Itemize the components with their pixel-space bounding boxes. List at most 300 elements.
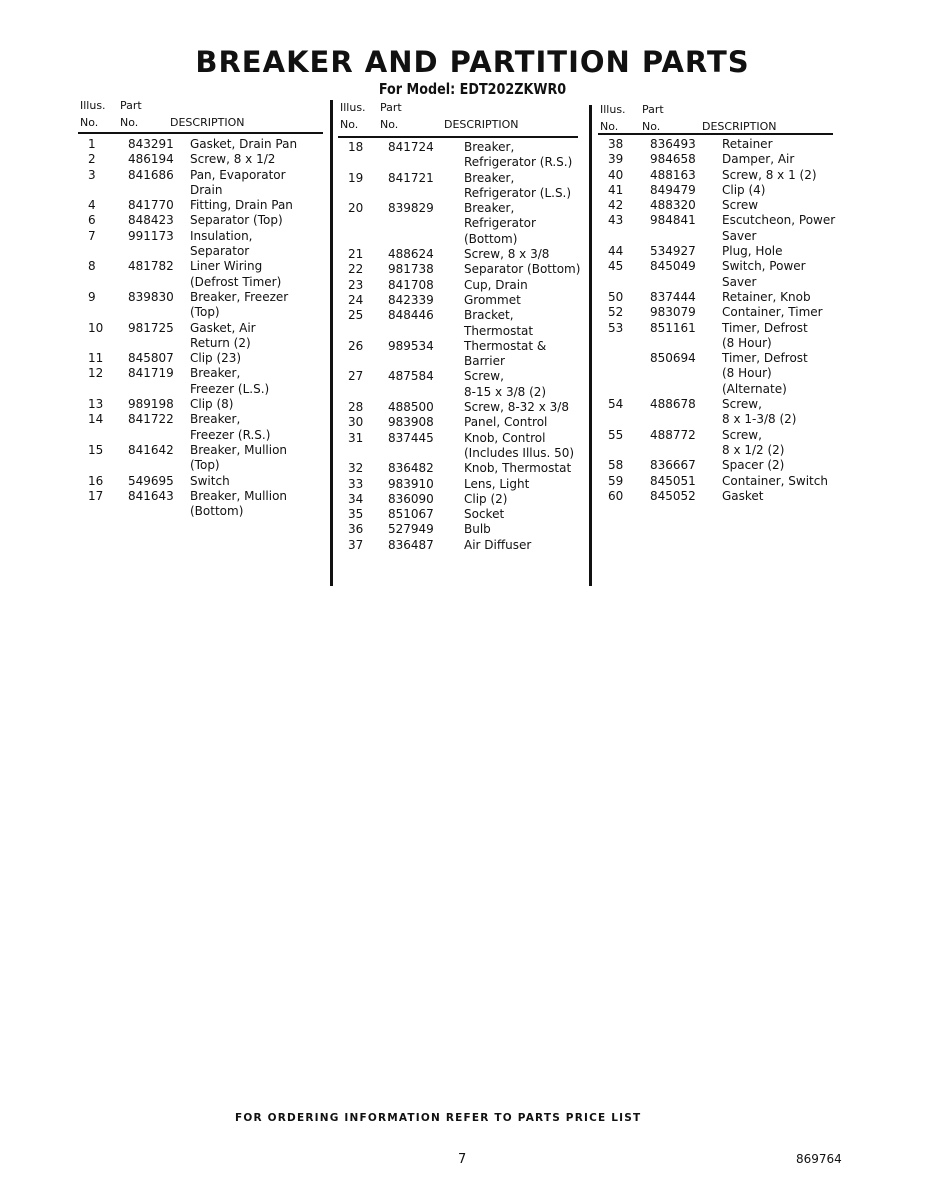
table-row: [600, 305, 835, 320]
part-number: 549695: [128, 473, 174, 488]
table-row: [340, 339, 580, 370]
header-illus-no: No.: [340, 118, 359, 131]
header-illus: Illus.: [80, 99, 106, 112]
illus-number: 41: [608, 182, 624, 197]
header-part-no: No.: [380, 118, 399, 131]
table-row: [600, 244, 835, 259]
description-line: Switch, Power: [722, 259, 806, 274]
part-number: 983908: [388, 415, 434, 430]
description: [722, 213, 835, 244]
part-number: 839829: [388, 201, 434, 216]
document-number: 869764: [796, 1152, 842, 1166]
illus-number: 35: [348, 507, 364, 522]
description-line: Timer, Defrost: [722, 320, 808, 335]
description-line: Screw, 8 x 3/8: [464, 247, 550, 262]
illus-number: 60: [608, 488, 624, 503]
description-line: Retainer: [722, 137, 773, 151]
table-row: [340, 140, 580, 171]
table-row: [600, 168, 835, 183]
illus-number: 31: [348, 430, 364, 445]
description-line: Thermostat: [464, 323, 534, 338]
description: [190, 213, 283, 228]
part-number: 984658: [650, 152, 696, 167]
table-row: [600, 259, 835, 290]
illus-number: 6: [88, 213, 96, 228]
description: [190, 198, 293, 213]
part-number: 843291: [128, 137, 174, 151]
illus-number: 40: [608, 167, 624, 182]
header-description: DESCRIPTION: [170, 116, 245, 129]
description-line: Gasket, Air: [190, 320, 256, 335]
description-line: Screw, 8 x 1 (2): [722, 167, 817, 182]
header-illus: Illus.: [340, 101, 366, 114]
description-line: Escutcheon, Power: [722, 213, 836, 228]
description-line: Breaker,: [464, 140, 515, 154]
table-row: [340, 293, 580, 308]
description: [464, 308, 533, 339]
table-row: [80, 489, 297, 520]
description: [190, 137, 297, 152]
part-number: 989534: [388, 338, 434, 353]
illus-number: 50: [608, 289, 624, 304]
description-line: (Top): [190, 305, 220, 320]
description: [722, 168, 817, 183]
page-number: 7: [458, 1152, 467, 1167]
table-row: [600, 474, 835, 489]
table-row: [80, 137, 297, 152]
part-number: 849479: [650, 182, 696, 197]
table-row: [80, 229, 297, 260]
description: [722, 489, 764, 504]
description: [464, 522, 491, 537]
description-line: Fitting, Drain Pan: [190, 198, 293, 213]
table-row: [340, 477, 580, 492]
table-row: [80, 412, 297, 443]
table-row: [340, 538, 580, 553]
description-line: Separator (Top): [190, 213, 283, 228]
description-line: Lens, Light: [464, 476, 530, 491]
illus-number: 18: [348, 140, 364, 154]
header-illus-no: No.: [600, 120, 619, 133]
part-number: 837444: [650, 289, 696, 304]
part-number: 481782: [128, 259, 174, 274]
illus-number: [600, 351, 650, 397]
table-row: [600, 428, 835, 459]
description-line: Clip (8): [190, 397, 234, 412]
table-row: [80, 397, 297, 412]
part-number: 845049: [650, 259, 696, 274]
description-line: Timer, Defrost: [722, 351, 808, 366]
part-number: 488678: [650, 397, 696, 412]
part-number: 848423: [128, 213, 174, 228]
description: [722, 474, 828, 489]
description: [190, 152, 275, 167]
table-row: [340, 369, 580, 400]
page-title: BREAKER AND PARTITION PARTS: [195, 45, 750, 79]
description-line: Liner Wiring: [190, 259, 263, 274]
illus-number: 42: [608, 198, 624, 213]
description-line: Freezer (R.S.): [190, 427, 271, 442]
description: [464, 171, 571, 202]
description-line: Screw, 8-32 x 3/8: [464, 400, 569, 415]
description-line: Drain: [190, 182, 223, 197]
illus-number: 37: [348, 537, 364, 552]
description-line: Breaker,: [190, 366, 241, 381]
description: [722, 137, 773, 152]
part-number: 984841: [650, 213, 696, 228]
illus-number: 25: [348, 308, 364, 323]
illus-number: 52: [608, 305, 624, 320]
description-line: Gasket, Drain Pan: [190, 137, 298, 151]
description-line: Panel, Control: [464, 415, 548, 430]
illus-number: 26: [348, 338, 364, 353]
part-number: 486194: [128, 152, 174, 167]
illus-number: 19: [348, 170, 364, 185]
part-number: 836090: [388, 491, 434, 506]
table-row: [600, 213, 835, 244]
description-line: Knob, Control: [464, 430, 546, 445]
parts-table: [80, 137, 297, 519]
part-number: 851067: [388, 507, 434, 522]
table-row: [340, 431, 580, 462]
part-number: 981738: [388, 262, 434, 277]
part-number: 851161: [650, 320, 696, 335]
table-row: [80, 152, 297, 167]
description: [464, 461, 571, 476]
table-row: [80, 366, 297, 397]
description-line: Freezer (L.S.): [190, 381, 270, 396]
description-line: (Bottom): [190, 504, 244, 519]
part-number: 850694: [650, 351, 696, 366]
illus-number: 32: [348, 461, 364, 476]
table-row: [340, 492, 580, 507]
illus-number: 24: [348, 292, 364, 307]
part-number: 836667: [650, 458, 696, 473]
description: [190, 489, 287, 520]
part-number: 842339: [388, 292, 434, 307]
description: [190, 366, 269, 397]
table-row: [340, 507, 580, 522]
description-line: Bulb: [464, 522, 491, 537]
description-line: Container, Timer: [722, 305, 823, 320]
column-divider: [589, 105, 592, 586]
description-line: Socket: [464, 507, 505, 522]
table-row: [600, 290, 835, 305]
part-number: 534927: [650, 244, 696, 259]
description-line: Clip (4): [722, 182, 766, 197]
description: [722, 183, 765, 198]
illus-number: 20: [348, 201, 364, 216]
header-part: Part: [642, 103, 664, 116]
illus-number: 39: [608, 152, 624, 167]
description-line: Breaker, Mullion: [190, 488, 288, 503]
description: [190, 397, 233, 412]
description: [190, 168, 286, 199]
part-number: 841722: [128, 412, 174, 427]
illus-number: 21: [348, 247, 364, 262]
illus-number: 10: [88, 320, 104, 335]
description: [190, 259, 281, 290]
description: [190, 351, 241, 366]
description: [722, 305, 823, 320]
description-line: Retainer, Knob: [722, 289, 811, 304]
header-part-no: No.: [642, 120, 661, 133]
table-row: [600, 351, 835, 397]
description-line: Saver: [722, 228, 757, 243]
parts-table: [600, 137, 835, 504]
part-number: 836482: [388, 461, 434, 476]
description-line: 8 x 1-3/8 (2): [722, 412, 797, 427]
description: [464, 400, 569, 415]
table-row: [600, 489, 835, 504]
table-row: [340, 278, 580, 293]
part-number: 841642: [128, 442, 174, 457]
description: [464, 492, 507, 507]
illus-number: 4: [88, 198, 96, 213]
description: [190, 321, 256, 352]
table-row: [600, 198, 835, 213]
table-row: [340, 247, 580, 262]
illus-number: 23: [348, 277, 364, 292]
part-number: 841686: [128, 167, 174, 182]
header-description: DESCRIPTION: [444, 118, 519, 131]
illus-number: 58: [608, 458, 624, 473]
description: [190, 474, 230, 489]
description: [464, 538, 531, 553]
column-divider: [330, 100, 333, 586]
part-number: 839830: [128, 289, 174, 304]
description-line: Clip (2): [464, 491, 508, 506]
description-line: Refrigerator (R.S.): [464, 155, 573, 170]
description-line: (8 Hour): [722, 366, 772, 381]
description: [722, 351, 808, 397]
description-line: Separator (Bottom): [464, 262, 581, 277]
illus-number: 36: [348, 522, 364, 537]
description: [722, 290, 811, 305]
description-line: (Defrost Timer): [190, 274, 282, 289]
illus-number: 15: [88, 442, 104, 457]
description-line: Separator: [190, 244, 250, 259]
model-subtitle: For Model: EDT202ZKWR0: [378, 80, 567, 98]
description-line: Container, Switch: [722, 473, 828, 488]
illus-number: 7: [88, 228, 96, 243]
description: [464, 369, 546, 400]
description: [464, 140, 572, 171]
illus-number: 2: [88, 152, 96, 167]
description: [722, 198, 758, 213]
part-number: 837445: [388, 430, 434, 445]
illus-number: 8: [88, 259, 96, 274]
description: [722, 259, 806, 290]
illus-number: 13: [88, 397, 104, 412]
illus-number: 22: [348, 262, 364, 277]
description-line: Breaker,: [190, 412, 241, 427]
description-line: Screw, 8 x 1/2: [190, 152, 276, 167]
part-number: 488624: [388, 247, 434, 262]
description-line: (Alternate): [722, 381, 787, 396]
illus-number: 30: [348, 415, 364, 430]
table-row: [340, 262, 580, 277]
description: [464, 201, 536, 247]
description-line: Switch: [190, 473, 230, 488]
illus-number: 14: [88, 412, 104, 427]
illus-number: 1: [88, 137, 96, 151]
part-number: 841708: [388, 277, 434, 292]
part-number: 845807: [128, 351, 174, 366]
description: [190, 412, 270, 443]
illus-number: 54: [608, 397, 624, 412]
part-number: 989198: [128, 397, 174, 412]
table-row: [600, 397, 835, 428]
description-line: Spacer (2): [722, 458, 785, 473]
illus-number: 59: [608, 473, 624, 488]
description: [190, 290, 288, 321]
description-line: 8-15 x 3/8 (2): [464, 384, 547, 399]
illus-number: 9: [88, 289, 96, 304]
header-description: DESCRIPTION: [702, 120, 777, 133]
description: [464, 278, 528, 293]
description: [464, 339, 546, 370]
description: [464, 507, 504, 522]
description-line: Return (2): [190, 335, 251, 350]
part-number: 841770: [128, 198, 174, 213]
description-line: Thermostat &: [464, 338, 547, 353]
description-line: Refrigerator: [464, 216, 536, 231]
part-number: 841724: [388, 140, 434, 154]
description-line: Clip (23): [190, 351, 242, 366]
description-line: Saver: [722, 274, 757, 289]
header-rule: [598, 133, 833, 135]
description: [464, 293, 521, 308]
part-number: 983079: [650, 305, 696, 320]
description-line: Knob, Thermostat: [464, 461, 572, 476]
table-row: [340, 171, 580, 202]
part-number: 841719: [128, 366, 174, 381]
table-row: [340, 201, 580, 247]
illus-number: 43: [608, 213, 624, 228]
description-line: Screw: [722, 198, 759, 213]
description: [464, 431, 574, 462]
table-row: [80, 321, 297, 352]
description-line: Breaker,: [464, 201, 515, 216]
part-number: 488500: [388, 400, 434, 415]
illus-number: 3: [88, 167, 96, 182]
description: [190, 229, 253, 260]
table-row: [80, 474, 297, 489]
part-number: 841643: [128, 488, 174, 503]
description-line: Air Diffuser: [464, 537, 532, 552]
header-illus-no: No.: [80, 116, 99, 129]
part-number: 845052: [650, 488, 696, 503]
description: [464, 415, 547, 430]
table-row: [80, 213, 297, 228]
description: [722, 152, 794, 167]
table-row: [80, 168, 297, 199]
description: [722, 321, 808, 352]
description-line: 8 x 1/2 (2): [722, 442, 785, 457]
description-line: Breaker, Mullion: [190, 442, 288, 457]
description: [722, 458, 784, 473]
part-number: 488320: [650, 198, 696, 213]
table-row: [80, 259, 297, 290]
illus-number: 44: [608, 244, 624, 259]
header-rule: [338, 136, 578, 138]
description-line: Cup, Drain: [464, 277, 528, 292]
table-row: [600, 183, 835, 198]
table-row: [600, 458, 835, 473]
part-number: 836493: [650, 137, 696, 151]
header-part-no: No.: [120, 116, 139, 129]
description-line: Barrier: [464, 354, 505, 369]
description-line: Breaker,: [464, 170, 515, 185]
part-number: 488163: [650, 167, 696, 182]
description-line: Screw,: [722, 397, 762, 412]
part-number: 983910: [388, 476, 434, 491]
illus-number: 34: [348, 491, 364, 506]
illus-number: 55: [608, 427, 624, 442]
illus-number: 53: [608, 320, 624, 335]
description-line: Grommet: [464, 292, 521, 307]
table-row: [340, 308, 580, 339]
illus-number: 12: [88, 366, 104, 381]
table-row: [600, 152, 835, 167]
table-row: [600, 321, 835, 352]
illus-number: 45: [608, 259, 624, 274]
part-number: 841721: [388, 170, 434, 185]
header-part: Part: [120, 99, 142, 112]
table-row: [340, 461, 580, 476]
description-line: (Bottom): [464, 231, 518, 246]
description-line: (8 Hour): [722, 335, 772, 350]
description: [722, 244, 783, 259]
header-illus: Illus.: [600, 103, 626, 116]
description: [464, 247, 549, 262]
description-line: Screw,: [722, 427, 762, 442]
part-number: 487584: [388, 369, 434, 384]
part-number: 845051: [650, 473, 696, 488]
description-line: Breaker, Freezer: [190, 289, 289, 304]
illus-number: 33: [348, 476, 364, 491]
description: [190, 443, 287, 474]
description-line: Damper, Air: [722, 152, 795, 167]
header-part: Part: [380, 101, 402, 114]
table-row: [340, 522, 580, 537]
description-line: Screw,: [464, 369, 504, 384]
parts-table: [340, 140, 580, 553]
table-row: [80, 198, 297, 213]
header-rule: [78, 132, 323, 134]
description: [464, 477, 529, 492]
description-line: Bracket,: [464, 308, 514, 323]
illus-number: 27: [348, 369, 364, 384]
table-row: [80, 290, 297, 321]
illus-number: 11: [88, 351, 104, 366]
part-number: 848446: [388, 308, 434, 323]
part-number: 981725: [128, 320, 174, 335]
part-number: 836487: [388, 537, 434, 552]
table-row: [80, 443, 297, 474]
illus-number: 38: [608, 137, 624, 151]
description-line: (Top): [190, 458, 220, 473]
description-line: Pan, Evaporator: [190, 167, 286, 182]
description: [722, 428, 785, 459]
part-number: 991173: [128, 228, 174, 243]
table-row: [600, 137, 835, 152]
table-row: [340, 400, 580, 415]
description: [722, 397, 796, 428]
description-line: Plug, Hole: [722, 244, 783, 259]
illus-number: 28: [348, 400, 364, 415]
